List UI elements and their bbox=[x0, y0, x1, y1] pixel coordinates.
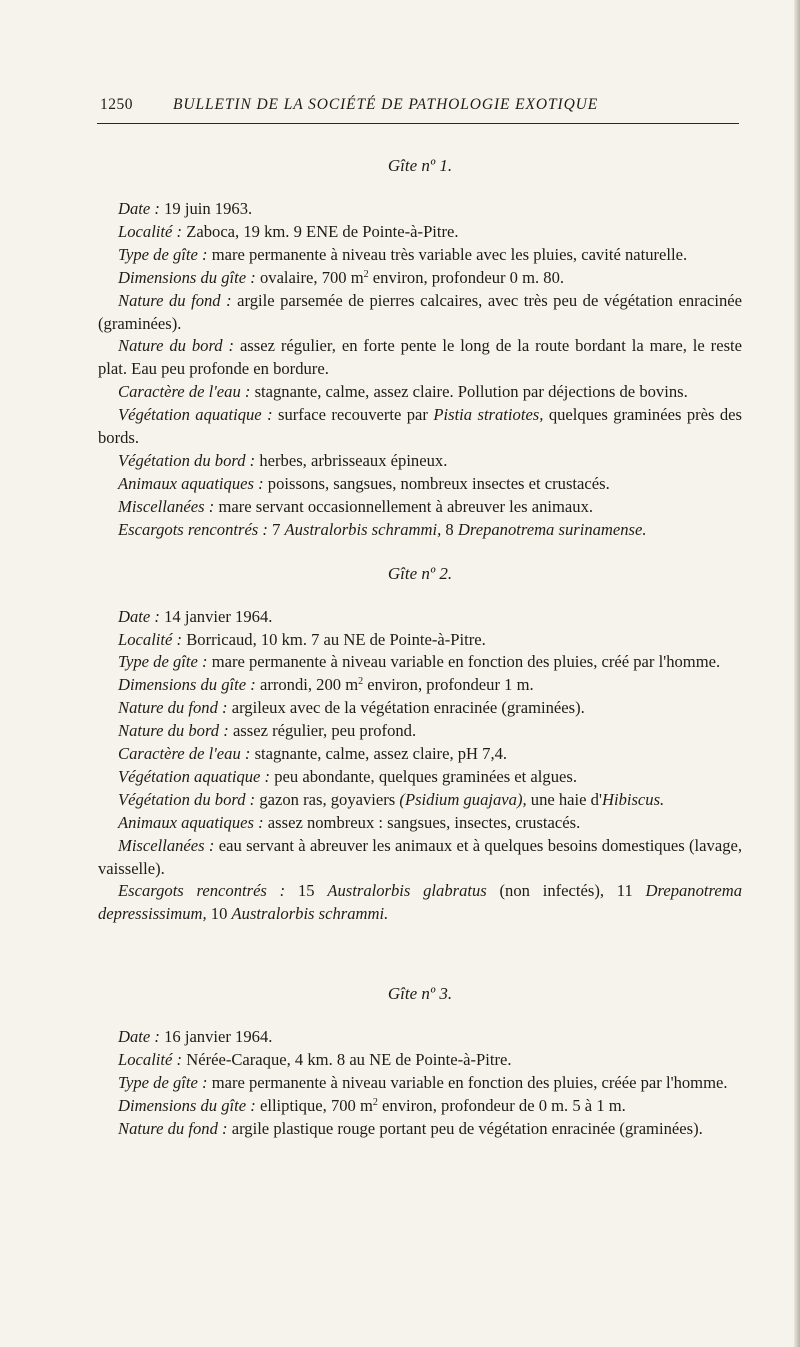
entry-vegetation-bord bbox=[98, 450, 742, 473]
entry-vegetation-aquatique bbox=[98, 766, 742, 789]
entry-label: Animaux aquatiques : bbox=[118, 473, 264, 493]
entry-text: assez régulier, en forte pente le long de la route bordant la mare, le reste plat. Eau peu profonde en bordure. bbox=[98, 336, 742, 379]
entry-text: 8 bbox=[441, 519, 458, 539]
entry-label: Miscellanées : bbox=[118, 496, 215, 516]
section-title: Gîte nº 2. bbox=[387, 563, 453, 583]
entry-label: Végétation aquatique : bbox=[118, 405, 273, 425]
entry-miscellanees bbox=[98, 496, 742, 519]
superscript: 2 bbox=[372, 1097, 378, 1108]
entry-text: 19 juin 1963. bbox=[164, 199, 253, 218]
entry-text: 14 janvier 1964. bbox=[164, 606, 273, 626]
entry-fond bbox=[98, 697, 742, 720]
entry-label: Caractère de l'eau : bbox=[118, 744, 251, 764]
entry-label: Dimensions du gîte : bbox=[118, 1096, 256, 1115]
entry-localite bbox=[98, 1049, 742, 1072]
entry-label: Nature du fond : bbox=[118, 1118, 228, 1138]
entry-eau bbox=[98, 743, 742, 766]
page-edge-shadow bbox=[794, 0, 800, 1347]
entry-text: mare permanente à niveau variable en fonction des pluies, créé par l'homme. bbox=[211, 652, 721, 672]
entry-fond bbox=[98, 1118, 742, 1141]
species-name: Drepanotrema surinamense. bbox=[457, 519, 647, 539]
entry-text: mare servant occasionnellement à abreuver les animaux. bbox=[218, 496, 594, 516]
species-name: (Psidium guajava), bbox=[399, 789, 527, 809]
entry-text: stagnante, calme, assez claire, pH 7,4. bbox=[254, 744, 508, 764]
species-name: Australorbis schrammi, bbox=[284, 519, 442, 539]
entry-dimensions bbox=[98, 267, 742, 290]
journal-title: BULLETIN DE LA SOCIÉTÉ DE PATHOLOGIE EXOTIQUE bbox=[173, 96, 599, 113]
entry-label: Caractère de l'eau : bbox=[118, 382, 251, 402]
entry-text: une haie d' bbox=[526, 789, 602, 809]
section-title: Gîte nº 1. bbox=[387, 156, 453, 175]
entry-dimensions bbox=[98, 1095, 742, 1118]
entry-label: Végétation du bord : bbox=[118, 450, 256, 470]
entry-type bbox=[98, 244, 742, 267]
entry-dimensions bbox=[98, 674, 742, 697]
header-rule bbox=[97, 123, 739, 124]
entry-text: 7 bbox=[272, 519, 285, 539]
entry-label: Escargots rencontrés : bbox=[118, 881, 286, 901]
entry-animaux bbox=[98, 473, 742, 496]
entry-label: Date : bbox=[118, 606, 160, 626]
entry-text: surface recouverte par bbox=[278, 405, 434, 425]
entry-text: poissons, sangsues, nombreux insectes et crustacés. bbox=[267, 473, 610, 493]
superscript: 2 bbox=[363, 268, 369, 280]
entry-text: environ, profondeur 1 m. bbox=[363, 675, 534, 695]
entry-localite bbox=[98, 629, 742, 652]
entry-text: mare permanente à niveau très variable avec les pluies, cavité naturelle. bbox=[211, 244, 688, 264]
entry-text: mare permanente à niveau variable en fonction des pluies, créée par l'homme. bbox=[211, 1073, 728, 1093]
entry-text: Zaboca, 19 km. 9 ENE de Pointe-à-Pitre. bbox=[186, 221, 459, 241]
entry-text: stagnante, calme, assez claire. Pollution par déjections de bovins. bbox=[254, 382, 688, 402]
entry-vegetation-aquatique bbox=[98, 404, 742, 450]
species-name: Australorbis glabratus bbox=[327, 881, 487, 901]
entry-animaux bbox=[98, 812, 742, 835]
entry-date bbox=[98, 606, 742, 629]
entry-type bbox=[98, 1072, 742, 1095]
entry-miscellanees bbox=[98, 835, 742, 881]
entry-vegetation-bord bbox=[98, 789, 742, 812]
entry-text: 16 janvier 1964. bbox=[164, 1027, 273, 1047]
gite-section-1 bbox=[98, 154, 742, 542]
entry-bord bbox=[98, 720, 742, 743]
species-name: Hibiscus. bbox=[601, 789, 665, 809]
entry-text: argile parsemée de pierres calcaires, avec très peu de végétation enracinée (graminées). bbox=[98, 290, 743, 333]
entry-text: quelques graminées près des bords. bbox=[98, 405, 742, 448]
entry-text: peu abondante, quelques graminées et algues. bbox=[274, 766, 577, 786]
entry-label: Dimensions du gîte : bbox=[118, 267, 256, 287]
entry-date bbox=[98, 198, 742, 221]
entry-label: Miscellanées : bbox=[118, 835, 215, 855]
entry-label: Nature du bord : bbox=[118, 336, 235, 356]
entry-text: elliptique, 700 m bbox=[259, 1096, 373, 1115]
entry-label: Localité : bbox=[118, 221, 183, 241]
entry-text: herbes, arbrisseaux épineux. bbox=[259, 450, 448, 470]
entry-escargots bbox=[98, 880, 742, 926]
species-name: Pistia stratiotes, bbox=[433, 405, 544, 425]
entry-text: 10 bbox=[206, 904, 232, 924]
gite-section-2 bbox=[98, 562, 742, 927]
entry-label: Végétation du bord : bbox=[118, 789, 256, 809]
section-title: Gîte nº 3. bbox=[387, 984, 453, 1004]
entry-label: Type de gîte : bbox=[118, 244, 208, 264]
entry-label: Dimensions du gîte : bbox=[118, 675, 256, 695]
entry-label: Date : bbox=[118, 199, 160, 218]
species-name: Drepanotrema depressissimum, bbox=[98, 881, 742, 924]
entry-text: 15 bbox=[297, 881, 328, 901]
entry-label: Animaux aquatiques : bbox=[118, 812, 264, 832]
entry-text: environ, profondeur 0 m. 80. bbox=[368, 267, 565, 287]
entry-text: assez régulier, peu profond. bbox=[232, 721, 417, 741]
entry-date bbox=[98, 1026, 742, 1049]
entry-eau bbox=[98, 381, 742, 404]
entry-localite bbox=[98, 221, 742, 244]
entry-text: eau servant à abreuver les animaux et à quelques besoins domestiques (lavage, vaisselle). bbox=[98, 835, 742, 878]
species-name: Australorbis schrammi. bbox=[231, 904, 389, 924]
entry-text: arrondi, 200 m bbox=[259, 675, 359, 695]
entry-escargots bbox=[98, 519, 742, 542]
entry-label: Escargots rencontrés : bbox=[118, 519, 268, 539]
entry-label: Localité : bbox=[118, 629, 183, 649]
article-body bbox=[98, 154, 742, 1141]
entry-label: Nature du fond : bbox=[118, 290, 232, 310]
entry-text: environ, profondeur de 0 m. 5 à 1 m. bbox=[377, 1096, 626, 1115]
entry-text: argile plastique rouge portant peu de végétation enracinée (graminées). bbox=[231, 1118, 703, 1138]
entry-label: Nature du bord : bbox=[118, 721, 229, 741]
entry-type bbox=[98, 651, 742, 674]
entry-label: Nature du fond : bbox=[118, 698, 228, 718]
superscript: 2 bbox=[358, 676, 364, 688]
entry-text: ovalaire, 700 m bbox=[259, 267, 364, 287]
entry-text: argileux avec de la végétation enracinée (graminées). bbox=[231, 698, 585, 718]
page-number: 1250 bbox=[100, 96, 133, 113]
entry-text: gazon ras, goyaviers bbox=[259, 789, 400, 809]
entry-text: Nérée-Caraque, 4 km. 8 au NE de Pointe-à-Pitre. bbox=[186, 1050, 512, 1070]
entry-text: (non infectés), 11 bbox=[486, 881, 646, 901]
entry-label: Type de gîte : bbox=[118, 652, 208, 672]
entry-label: Type de gîte : bbox=[118, 1073, 208, 1093]
entry-label: Localité : bbox=[118, 1050, 183, 1070]
gite-section-3 bbox=[98, 982, 742, 1141]
entry-fond bbox=[98, 290, 742, 336]
running-header bbox=[100, 93, 742, 117]
entry-text: assez nombreux : sangsues, insectes, crustacés. bbox=[267, 812, 581, 832]
entry-text: Borricaud, 10 km. 7 au NE de Pointe-à-Pitre. bbox=[186, 629, 486, 649]
entry-bord bbox=[98, 335, 742, 381]
entry-label: Végétation aquatique : bbox=[118, 766, 271, 786]
entry-label: Date : bbox=[118, 1027, 160, 1047]
